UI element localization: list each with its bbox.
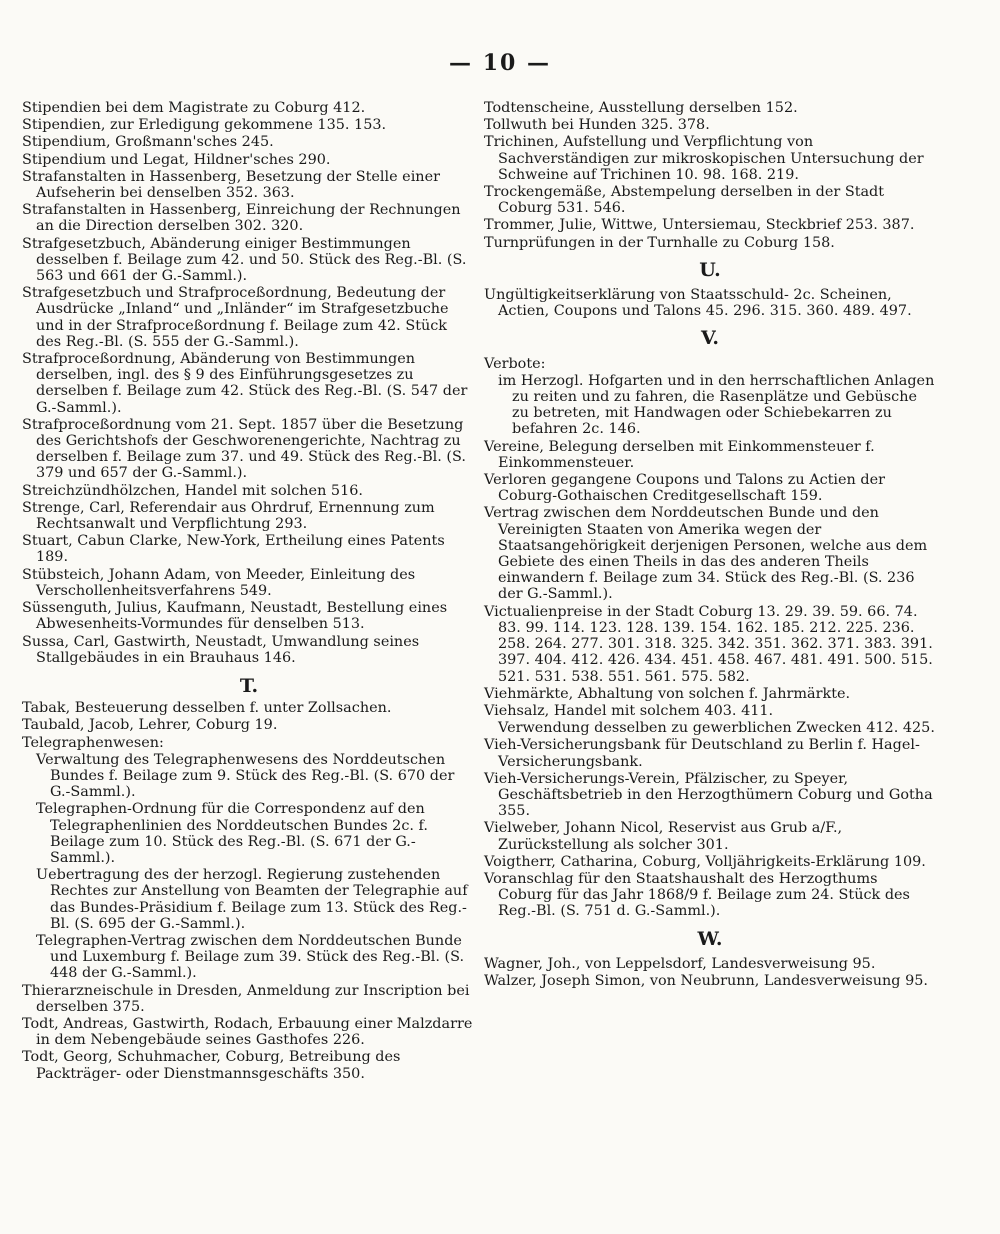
entries-t-continued	[484, 100, 936, 251]
index-entry: Vieh-Versicherungs-Verein, Pfälzischer, zu Speyer, Geschäftsbetrieb in den Herzogthümern Coburg und Gotha 355.	[484, 770, 933, 820]
index-entry: Vereine, Belegung derselben mit Einkommensteuer f. Einkommensteuer.	[484, 438, 875, 471]
index-entry: Strafproceßordnung vom 21. Sept. 1857 über die Besetzung des Gerichtshofs der Geschworenengerichte, Nachtrag zu derselben f. Beilage zum 37. und 49. Stück des Reg.-Bl. (S. 379 und 657 der G.-Samml.).	[22, 416, 466, 482]
index-entry: Strafproceßordnung, Abänderung von Bestimmungen derselben, ingl. des § 9 des Einführungsgesetzes zu derselben f. Beilage zum 42. Stück des Reg.-Bl. (S. 547 der G.-Samml.).	[22, 351, 468, 416]
entries-v	[484, 356, 936, 920]
index-entry: Stipendien bei dem Magistrate zu Coburg 412.	[22, 100, 366, 116]
entries-w	[484, 956, 936, 989]
index-entry: Vielweber, Johann Nicol, Reservist aus Grub a/F., Zurückstellung als solcher 301.	[484, 820, 843, 853]
index-entry: Verbote:	[484, 355, 546, 372]
index-entry: Viehmärkte, Abhaltung von solchen f. Jahrmärkte.	[484, 685, 851, 702]
index-entry: Viehsalz, Handel mit solchem 403. 411.	[484, 702, 774, 719]
index-entry: Vertrag zwischen dem Norddeutschen Bunde und den Vereinigten Staaten von Amerika wegen der Staatsangehörigkeit derjenigen Personen, welche aus dem Gebiete des einen Theils in das des anderen Theils einwandern f. Beilage zum 34. Stück des Reg.-Bl. (S. 236 der G.-Samml.).	[484, 505, 928, 603]
right-column	[484, 100, 936, 990]
index-entry: Turnprüfungen in der Turnhalle zu Coburg 158.	[484, 234, 835, 251]
index-entry: Telegraphen-Vertrag zwischen dem Norddeutschen Bunde und Luxemburg f. Beilage zum 39. Stück des Reg.-Bl. (S. 448 der G.-Samml.).	[36, 932, 465, 982]
index-entry: Stübsteich, Johann Adam, von Meeder, Einleitung des Verschollenheitsverfahrens 549.	[22, 566, 416, 599]
index-entry: Vieh-Versicherungsbank für Deutschland zu Berlin f. Hagel-Versicherungsbank.	[484, 737, 920, 770]
index-entry: Stipendien, zur Erledigung gekommene 135. 153.	[22, 117, 387, 134]
section-letter-u: U.	[699, 258, 721, 281]
index-entry: Streichzündhölzchen, Handel mit solchen 516.	[22, 482, 363, 499]
index-entry: Taubald, Jacob, Lehrer, Coburg 19.	[22, 717, 278, 734]
entries-s	[22, 100, 476, 666]
index-entry: Victualienpreise in der Stadt Coburg 13. 29. 39. 59. 66. 74. 83. 99. 114. 123. 128. 139. 154. 162. 185. 212. 225. 236. 258. 264. 277. 301. 318. 325. 342. 351. 362. 371. 383. 391. 397. 404. 412. 426. 434. 451. 458. 467. 481. 491. 500. 515. 521. 531. 538. 551. 561. 575. 582.	[484, 603, 933, 685]
index-entry: im Herzogl. Hofgarten und in den herrschaftlichen Anlagen zu reiten und zu fahren, die Rasenplätze und Gebüsche zu betreten, mit Handwagen oder Schiebekarren zu befahren 2c. 146.	[498, 372, 935, 438]
index-entry: Tollwuth bei Hunden 325. 378.	[484, 117, 710, 134]
index-entry: Voigtherr, Catharina, Coburg, Volljährigkeits-Erklärung 109.	[484, 853, 926, 870]
index-entry: Todt, Georg, Schuhmacher, Coburg, Betreibung des Packträger- oder Dienstmannsgeschäfts 350.	[22, 1049, 401, 1082]
index-entry: Uebertragung des der herzogl. Regierung zustehenden Rechtes zur Anstellung von Beamten der Telegraphie auf das Bundes-Präsidium f. Beilage zum 13. Stück des Reg.-Bl. (S. 695 der G.-Samml.).	[36, 867, 468, 932]
index-entry: Verwaltung des Telegraphenwesens des Norddeutschen Bundes f. Beilage zum 9. Stück des Reg.-Bl. (S. 670 der G.-Samml.).	[36, 751, 455, 801]
index-entry: Thierarzneischule in Dresden, Anmeldung zur Inscription bei derselben 375.	[22, 982, 470, 1015]
index-entry: Telegraphenwesen:	[22, 734, 164, 751]
left-column	[22, 100, 476, 1083]
index-entry: Todtenscheine, Ausstellung derselben 152.	[484, 100, 798, 116]
section-letter-t: T.	[239, 674, 259, 697]
index-entry: Verloren gegangene Coupons und Talons zu Actien der Coburg-Gothaischen Creditgesellschaft 159.	[484, 472, 885, 505]
index-entry: Voranschlag für den Staatshaushalt des Herzogthums Coburg für das Jahr 1868/9 f. Beilage zum 24. Stück des Reg.-Bl. (S. 751 d. G.-Samml.).	[484, 870, 910, 920]
index-entry: Stipendium und Legat, Hildner'sches 290.	[22, 151, 331, 168]
index-entry: Süssenguth, Julius, Kaufmann, Neustadt, Bestellung eines Abwesenheits-Vormundes für denselben 513.	[22, 600, 448, 633]
index-entry: Strenge, Carl, Referendair aus Ohrdruf, Ernennung zum Rechtsanwalt und Verpflichtung 293.	[22, 499, 435, 533]
index-entry: Tabak, Besteuerung desselben f. unter Zollsachen.	[22, 700, 392, 717]
index-entry: Strafanstalten in Hassenberg, Einreichung der Rechnungen an die Direction derselben 302. 320.	[22, 202, 461, 235]
index-entry: Sussa, Carl, Gastwirth, Neustadt, Umwandlung seines Stallgebäudes in ein Brauhaus 146.	[22, 633, 420, 666]
section-letter-v: V.	[700, 327, 720, 350]
index-entry: Verwendung desselben zu gewerblichen Zwecken 412. 425.	[498, 720, 935, 737]
entries-t	[22, 700, 476, 1082]
index-entry: Wagner, Joh., von Leppelsdorf, Landesverweisung 95.	[484, 955, 876, 972]
section-letter-w: W.	[697, 927, 723, 950]
index-entry: Strafgesetzbuch, Abänderung einiger Bestimmungen desselben f. Beilage zum 42. und 50. Stück des Reg.-Bl. (S. 563 und 661 der G.-Samml.).	[22, 235, 467, 285]
index-entry: Ungültigkeitserklärung von Staatsschuld- 2c. Scheinen, Actien, Coupons und Talons 45. 296. 315. 360. 489. 497.	[484, 287, 912, 320]
index-entry: Telegraphen-Ordnung für die Correspondenz auf den Telegraphenlinien des Norddeutschen Bundes 2c. f. Beilage zum 10. Stück des Reg.-Bl. (S. 671 der G.-Samml.).	[36, 801, 428, 866]
index-entry: Trommer, Julie, Wittwe, Untersiemau, Steckbrief 253. 387.	[484, 217, 915, 234]
index-entry: Trichinen, Aufstellung und Verpflichtung von Sachverständigen zur mikroskopischen Untersuchung der Schweine auf Trichinen 10. 98. 168. 219.	[484, 134, 924, 183]
index-entry: Stuart, Cabun Clarke, New-York, Ertheilung eines Patents 189.	[22, 533, 445, 566]
index-entry: Strafgesetzbuch und Strafproceßordnung, Bedeutung der Ausdrücke „Inland“ und „Inländer“ im Strafgesetzbuche und in der Strafproceßordnung f. Beilage zum 42. Stück des Reg.-Bl. (S. 555 der G.-Samml.).	[22, 285, 449, 350]
index-entry: Walzer, Joseph Simon, von Neubrunn, Landesverweisung 95.	[484, 972, 928, 989]
index-entry: Stipendium, Großmann'sches 245.	[22, 134, 274, 151]
page-number: — 10 —	[449, 50, 551, 76]
index-entry: Todt, Andreas, Gastwirth, Rodach, Erbauung einer Malzdarre in dem Nebengebäude seines Gasthofes 226.	[22, 1015, 473, 1049]
entries-u	[484, 287, 936, 319]
index-entry: Strafanstalten in Hassenberg, Besetzung der Stelle einer Aufseherin bei denselben 352. 363.	[22, 168, 440, 202]
index-entry: Trockengemäße, Abstempelung derselben in der Stadt Coburg 531. 546.	[484, 184, 885, 217]
